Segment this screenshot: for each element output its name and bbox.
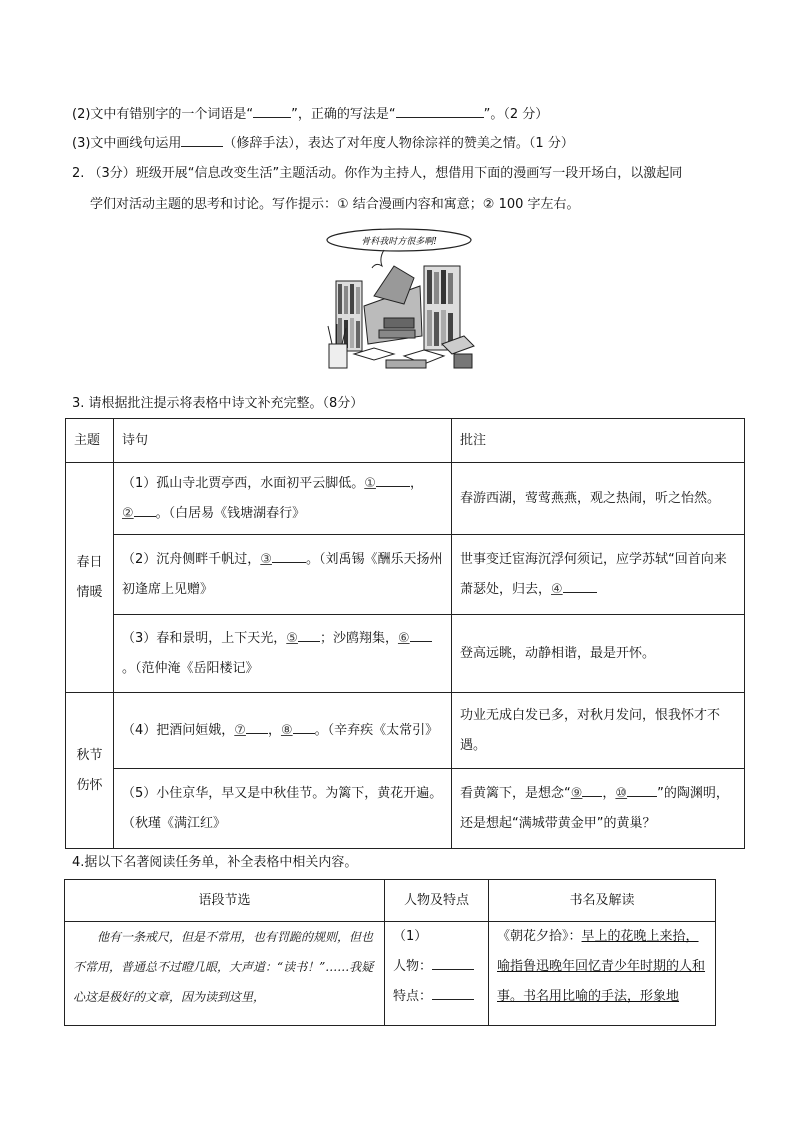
blank-1[interactable]	[376, 472, 410, 487]
q2-part2-line	[72, 103, 548, 125]
q4-title: 4.据以下名著阅读任务单，补全表格中相关内容。	[72, 855, 358, 870]
header-excerpt: 语段节选	[65, 880, 385, 922]
blank-4[interactable]	[563, 578, 597, 593]
person-cell	[385, 922, 489, 1026]
note-row-5: 看黄篱下，是想念“⑨ ，⑩ ”的陶渊明，还是想起“满城带黄金甲”的黄巢？	[452, 769, 745, 849]
blank-mark-5: ⑤	[286, 630, 298, 646]
rhetoric-blank[interactable]	[181, 132, 223, 147]
trait-label: 特点：	[393, 989, 433, 1004]
poem-row-4: （4）把酒问姮娥，⑦ ，⑧ 。（辛弃疾《太常引》	[114, 693, 452, 769]
person-number: （1）	[393, 929, 428, 944]
wrong-word-blank[interactable]	[253, 103, 291, 118]
header-theme: 主题	[66, 419, 114, 463]
blank-mark-2: ②	[122, 505, 134, 521]
q2-part3-line	[72, 132, 574, 154]
header-note: 批注	[452, 419, 745, 463]
q2-part3-text-a: (3)文中画线句运用	[72, 136, 182, 151]
note-row-4: 功业无成白发已多，对秋月发问，恨我怀才不遇。	[452, 693, 745, 769]
blank-7[interactable]	[246, 719, 268, 734]
theme-autumn: 秋节伤怀	[66, 693, 114, 849]
blank-mark-1: ①	[364, 475, 376, 491]
book-cell	[489, 922, 716, 1026]
blank-mark-7: ⑦	[234, 722, 246, 738]
blank-mark-4: ④	[551, 581, 563, 597]
header-poem: 诗句	[114, 419, 452, 463]
header-book: 书名及解读	[489, 880, 716, 922]
person-blank[interactable]	[432, 955, 474, 970]
blank-mark-3: ③	[260, 551, 272, 567]
poem-row-3: （3）春和景明，上下天光，⑤ ；沙鸥翔集，⑥。（范仲淹《岳阳楼记》	[114, 615, 452, 693]
blank-8[interactable]	[293, 719, 315, 734]
q2-part2-text-a: (2)文中有错别字的一个词语是“	[72, 107, 254, 122]
book-title: 《朝花夕拾》：	[497, 929, 582, 944]
blank-mark-9: ⑨	[570, 785, 583, 801]
cartoon-bubble-text: 骨科我时方很多啊!	[361, 237, 437, 247]
blank-6[interactable]	[410, 627, 432, 642]
header-person: 人物及特点	[385, 880, 489, 922]
poem-table	[65, 418, 745, 849]
note-row-1: 春游西湖，莺莺燕燕，观之热闹，听之怡然。	[452, 463, 745, 535]
q2-prompt-line2: 学们对活动主题的思考和讨论。写作提示：① 结合漫画内容和寓意；② 100 字左右。	[90, 197, 580, 212]
blank-mark-10: ⑩	[615, 785, 628, 801]
blank-5[interactable]	[298, 627, 320, 642]
blank-2[interactable]	[134, 502, 156, 517]
note-row-2: 世事变迁宦海沉浮何须记，应学苏轼“回首向来萧瑟处，归去，④	[452, 535, 745, 615]
excerpt-cell: 他有一条戒尺，但是不常用，也有罚跪的规则，但也不常用，普通总不过瞪几眼，大声道：“读书！”……我疑心这是极好的文章，因为读到这里，	[65, 922, 385, 1026]
note-row-3: 登高远眺，动静相谐，最是开怀。	[452, 615, 745, 693]
q2-prompt-line1: 2. （3分）班级开展“信息改变生活”主题活动。你作为主持人，想借用下面的漫画写一段开场白，以激起同	[72, 166, 683, 181]
poem-row-1: （1）孤山寺北贾亭西，水面初平云脚低。① ， ② 。（白居易《钱塘湖春行》	[114, 463, 452, 535]
cartoon-image	[324, 226, 478, 376]
person-label: 人物：	[393, 959, 433, 974]
blank-mark-8: ⑧	[280, 722, 293, 738]
q2-part2-text-c: ”。（2 分）	[483, 107, 549, 122]
poem-row-5: （5）小住京华，早又是中秋佳节。为篱下，黄花开遍。（秋瑾《满江红》	[114, 769, 452, 849]
book-interpretation: 早上的花晚上来拾，喻指鲁迅晚年回忆青少年时期的人和事。书名用比喻的手法，形象地	[497, 929, 706, 1004]
correct-word-blank[interactable]	[396, 103, 484, 118]
q2-part3-text-b: （修辞手法），表达了对年度人物徐淙祥的赞美之情。（1 分）	[223, 136, 574, 151]
blank-10[interactable]	[627, 782, 657, 797]
q3-title: 3. 请根据批注提示将表格中诗文补充完整。（8分）	[72, 396, 364, 411]
reading-task-table	[64, 879, 716, 1026]
trait-blank[interactable]	[432, 985, 474, 1000]
poem-row-2: （2）沉舟侧畔千帆过，③ 。（刘禹锡《酬乐天扬州初逢席上见赠》	[114, 535, 452, 615]
blank-mark-6: ⑥	[397, 630, 410, 646]
blank-9[interactable]	[582, 782, 602, 797]
theme-spring: 春日情暖	[66, 463, 114, 693]
q2-part2-text-b: ”，正确的写法是“	[291, 107, 396, 122]
blank-3[interactable]	[272, 548, 306, 563]
